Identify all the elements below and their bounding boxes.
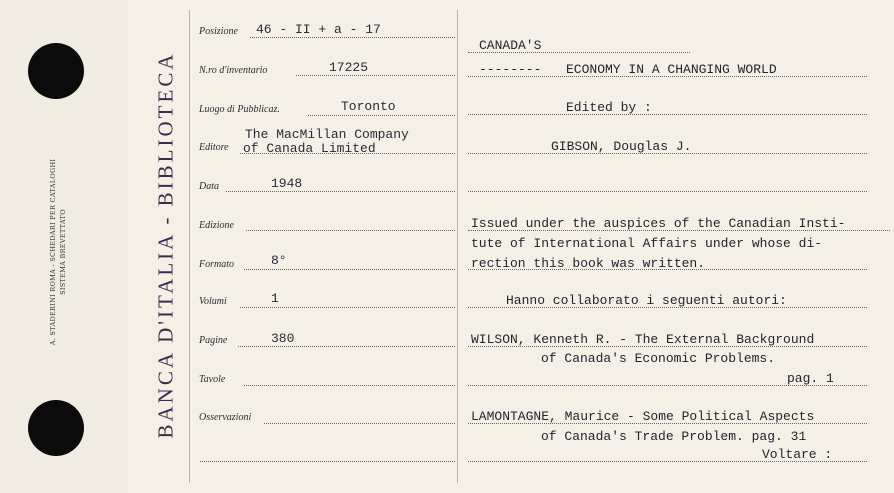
editore-value-line-1: The MacMillan Company xyxy=(245,127,409,142)
voltare-note: Voltare : xyxy=(762,447,833,462)
pagine-value: 380 xyxy=(271,331,295,346)
tavole-label: Tavole xyxy=(199,374,226,385)
punch-hole-top xyxy=(28,43,84,99)
contribution-2-line-2: of Canada's Trade Problem. pag. 31 xyxy=(541,429,807,444)
edizione-line xyxy=(246,230,455,231)
data-label: Data xyxy=(199,181,219,192)
luogo-label: Luogo di Pubblicaz. xyxy=(199,104,280,115)
pagine-label: Pagine xyxy=(199,335,228,346)
collaborators-heading: Hanno collaborato i seguenti autori: xyxy=(506,293,787,308)
maker-line-2: SISTEMA BREVETTATO xyxy=(59,209,67,295)
inventario-line xyxy=(296,75,455,76)
posizione-line xyxy=(250,37,455,38)
card-stub xyxy=(0,0,128,493)
pagine-line xyxy=(238,346,455,347)
luogo-line xyxy=(308,115,455,116)
punch-hole-bottom xyxy=(28,400,84,456)
tavole-line xyxy=(244,385,455,386)
edited-by: Edited by : xyxy=(566,100,652,115)
note-line-1: Issued under the auspices of the Canadian Insti- xyxy=(471,216,846,231)
luogo-value: Toronto xyxy=(341,99,396,114)
divider-middle xyxy=(457,10,458,483)
edizione-label: Edizione xyxy=(199,220,234,231)
formato-line xyxy=(244,269,455,270)
title-dash: -------- xyxy=(479,62,542,77)
title-line-1: CANADA'S xyxy=(479,38,542,53)
volumi-line xyxy=(240,307,455,308)
inventario-value: 17225 xyxy=(329,60,369,75)
title-line-2: ECONOMY IN A CHANGING WORLD xyxy=(566,62,777,77)
rule-3 xyxy=(468,114,867,115)
contribution-1-line-1: WILSON, Kenneth R. - The External Background xyxy=(471,332,815,347)
osservazioni-label: Osservazioni xyxy=(199,412,252,423)
data-value: 1948 xyxy=(271,176,303,191)
posizione-label: Posizione xyxy=(199,26,238,37)
contribution-1-line-2: of Canada's Economic Problems. xyxy=(541,351,776,366)
editore-label: Editore xyxy=(199,142,229,153)
divider-left xyxy=(189,10,190,483)
contribution-1-page: pag. 1 xyxy=(787,371,834,386)
extra-line xyxy=(200,461,455,462)
library-title: BANCA D'ITALIA - BIBLIOTECA xyxy=(153,51,178,439)
volumi-label: Volumi xyxy=(199,296,227,307)
editore-value-line-2: of Canada Limited xyxy=(243,141,376,156)
formato-value: 8° xyxy=(271,253,287,268)
volumi-value: 1 xyxy=(271,291,279,306)
osservazioni-line xyxy=(264,423,455,424)
contribution-2-line-1: LAMONTAGNE, Maurice - Some Political Aspects xyxy=(471,409,815,424)
data-line xyxy=(226,191,455,192)
rule-5 xyxy=(468,191,867,192)
note-line-3: rection this book was written. xyxy=(471,256,706,271)
inventario-label: N.ro d'inventario xyxy=(199,65,268,76)
note-line-2: tute of International Affairs under whose di- xyxy=(471,236,823,251)
formato-label: Formato xyxy=(199,259,234,270)
maker-line-1: A. STADERINI ROMA - SCHEDARI PER CATALOGHI xyxy=(49,158,57,346)
posizione-value: 46 - II + a - 17 xyxy=(256,22,381,37)
editor-name: GIBSON, Douglas J. xyxy=(551,139,692,154)
